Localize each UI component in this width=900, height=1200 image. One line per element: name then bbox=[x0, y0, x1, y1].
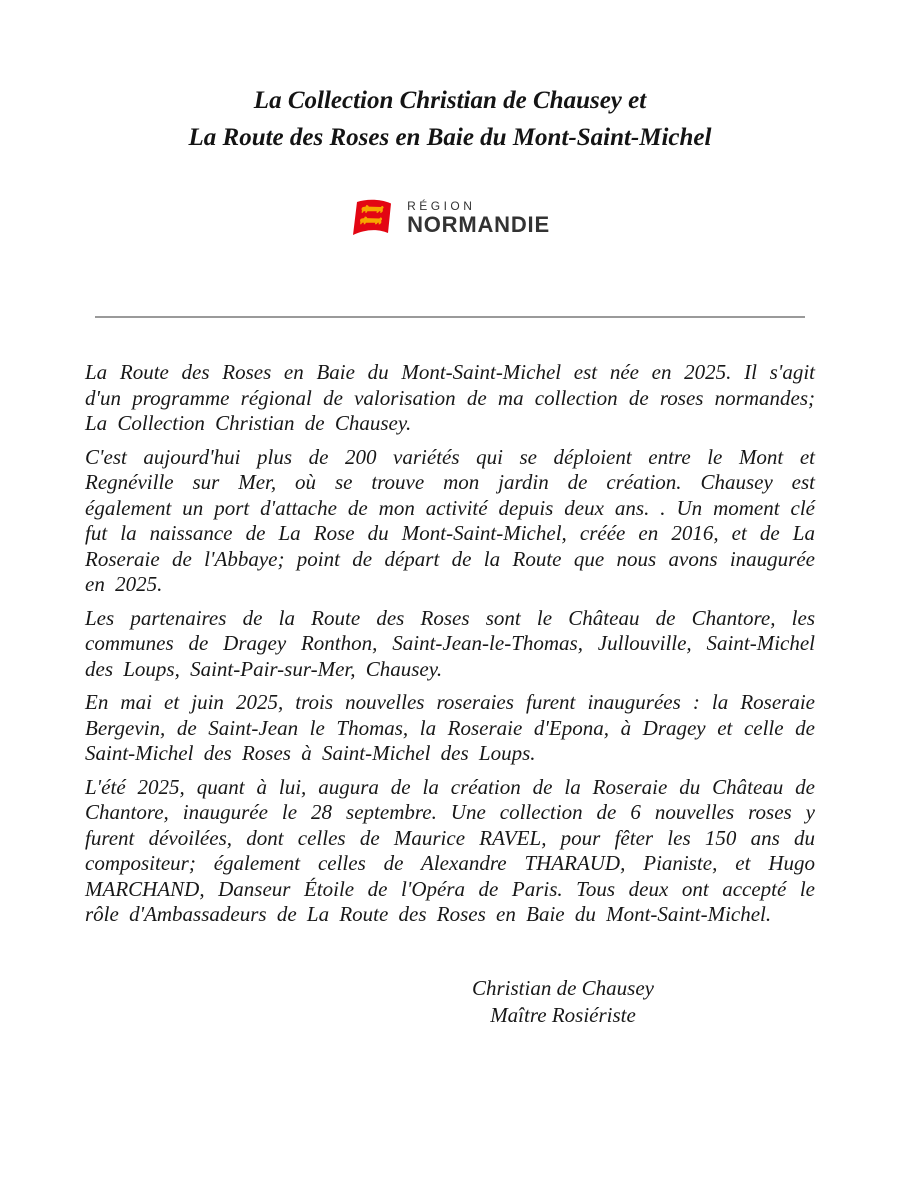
paragraph-ete-2025: L'été 2025, quant à lui, augura de la création de la Roseraie du Château de Chantore, inaugurée le 28 septembre. Une collection de 6 nouvelles roses y furent dévoilées, dont celles de Maurice RAVEL, pour fêter les 150 ans du compositeur; également celles de Alexandre THARAUD, Pianiste, et Hugo MARCHAND, Danseur Étoile de l'Opéra de Paris. Tous deux ont accepté le rôle d'Ambassadeurs de La Route des Roses en Baie du Mont-Saint-Michel. bbox=[85, 774, 815, 926]
document-title bbox=[0, 0, 900, 156]
logo-region-label: RÉGION bbox=[407, 199, 476, 213]
signature-role: Maître Rosiériste bbox=[490, 1002, 636, 1027]
logo-normandie-label: NORMANDIE bbox=[407, 212, 550, 237]
paragraph-collection: C'est aujourd'hui plus de 200 variétés qui se déploient entre le Mont et Regnéville sur Mer, où se trouve mon jardin de création. Chausey est également un port d'attache de mon activité depuis deux ans. . Un moment clé fut la naissance de La Rose du Mont-Saint-Michel, créée en 2016, et de La Roseraie de l'Abbaye; point de départ de la Route que nous avons inaugurée en 2025. bbox=[85, 444, 815, 596]
document-title-line2: La Route des Roses en Baie du Mont-Saint-Michel bbox=[188, 124, 712, 151]
paragraph-roseraies: En mai et juin 2025, trois nouvelles roseraies furent inaugurées : la Roseraie Bergevin, de Saint-Jean le Thomas, la Roseraie d'Epona, à Dragey et celle de Saint-Michel des Roses à Saint-Michel des Loups. bbox=[85, 690, 815, 765]
region-normandie-logo bbox=[0, 198, 900, 238]
document-body bbox=[0, 360, 900, 928]
logo-wordmark bbox=[407, 199, 550, 237]
signature-name: Christian de Chausey bbox=[472, 975, 654, 1000]
paragraph-intro: La Route des Roses en Baie du Mont-Saint-Michel est née en 2025. Il s'agit d'un programme régional de valorisation de ma collection de roses normandes; La Collection Christian de Chausey. bbox=[85, 360, 815, 435]
horizontal-divider bbox=[95, 316, 805, 318]
document-title-line1: La Collection Christian de Chausey et bbox=[253, 87, 647, 114]
normandy-flag-icon bbox=[350, 198, 394, 238]
signature-block bbox=[311, 975, 815, 1029]
paragraph-partenaires: Les partenaires de la Route des Roses sont le Château de Chantore, les communes de Dragey Ronthon, Saint-Jean-le-Thomas, Jullouville, Saint-Michel des Loups, Saint-Pair-sur-Mer, Chausey. bbox=[85, 605, 815, 681]
